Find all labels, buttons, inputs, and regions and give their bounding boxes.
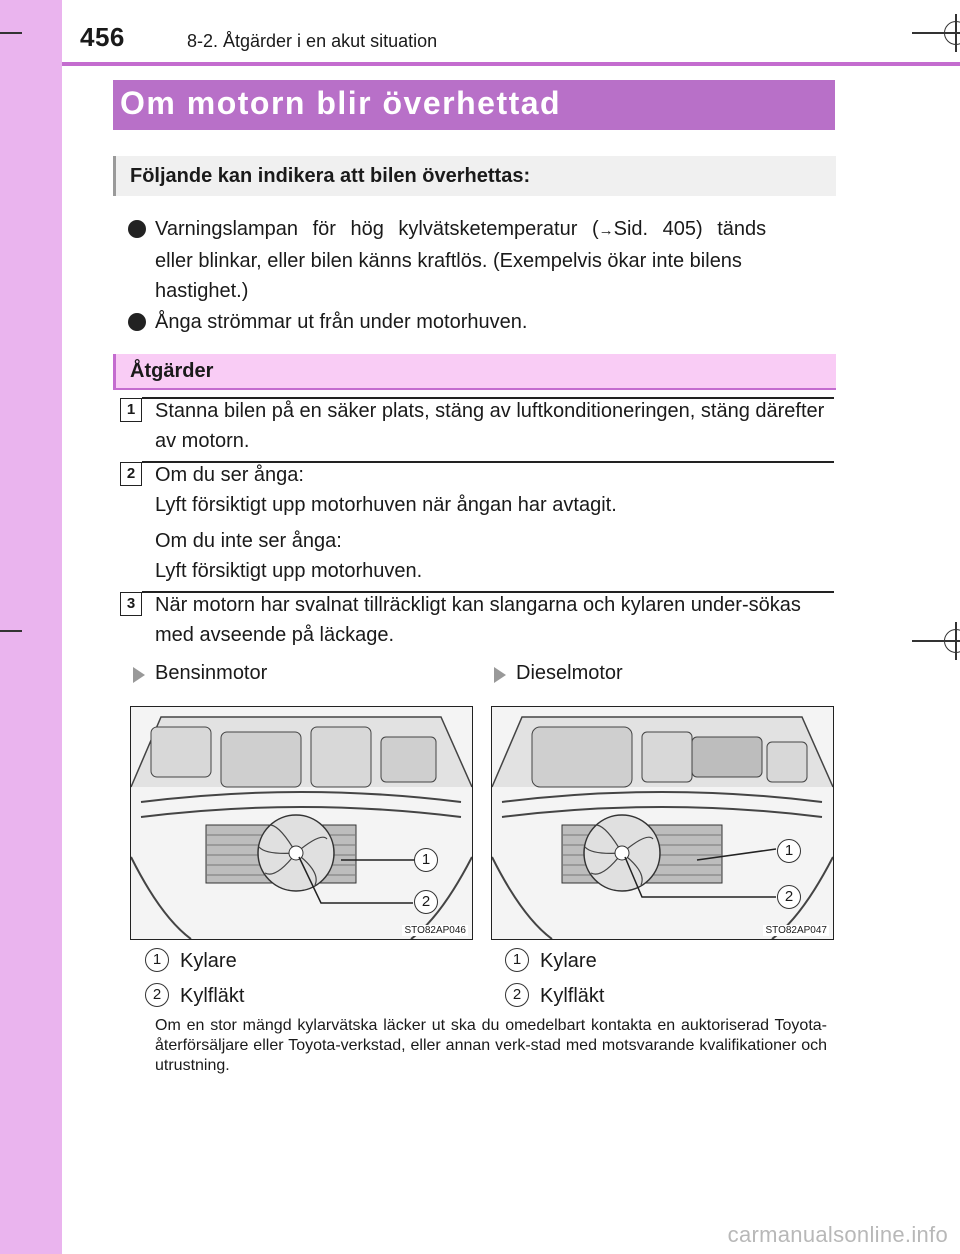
registration-mark-icon (944, 21, 960, 45)
figure-caption: Bensinmotor (155, 662, 268, 684)
legend-label: Kylfläkt (540, 985, 605, 1007)
step-text: När motorn har svalnat tillräckligt kan slangarna och kylaren under-sökas med avseende på läckage. (155, 594, 801, 646)
caption-triangle-icon (494, 667, 506, 683)
engine-figure-petrol (130, 706, 473, 940)
signs-heading: Följande kan indikera att bilen överhettas: (130, 165, 531, 187)
section-title: 8-2. Åtgärder i en akut situation (187, 31, 438, 51)
signs-heading-bar (113, 156, 836, 196)
legend-number: 1 (145, 948, 169, 972)
step-number: 1 (120, 398, 142, 422)
legend-number: 1 (505, 948, 529, 972)
caption-triangle-icon (133, 667, 145, 683)
figure-code: STO82AP046 (404, 925, 466, 936)
legend-number: 2 (145, 983, 169, 1007)
page-title-bar (113, 80, 835, 130)
page-title: Om motorn blir överhettad (120, 85, 562, 121)
callout-number: 1 (777, 839, 801, 863)
figure-caption: Dieselmotor (516, 662, 623, 684)
registration-mark-icon (944, 629, 960, 653)
crop-mark (0, 32, 22, 34)
bullet-icon (128, 313, 146, 331)
callout-number: 1 (414, 848, 438, 872)
watermark: carmanualsonline.info (727, 1222, 948, 1247)
actions-heading: Åtgärder (130, 360, 214, 382)
engine-figure-diesel (491, 706, 834, 940)
sign-item: Ånga strömmar ut från under motorhuven. (155, 311, 528, 333)
legend-label: Kylare (540, 950, 597, 972)
step-number: 2 (120, 462, 142, 486)
crop-mark (0, 630, 22, 632)
step-text: Om du ser ånga: Lyft försiktigt upp motorhuven när ångan har avtagit. Om du inte ser ånga: Lyft försiktigt upp motorhuven. (155, 464, 617, 582)
legend-number: 2 (505, 983, 529, 1007)
page-number: 456 (80, 22, 125, 52)
header-rule (62, 62, 960, 66)
sign-item: Varningslampan för hög kylvätsketemperatur (→Sid. 405) tänds eller blinkar, eller bilen känns kraftlös. (Exempelvis ökar inte bilens hastighet.) (155, 218, 767, 302)
callout-number: 2 (777, 885, 801, 909)
step-number: 3 (120, 592, 142, 616)
actions-heading-bar (113, 354, 836, 390)
figure-code: STO82AP047 (765, 925, 827, 936)
legend-label: Kylfläkt (180, 985, 245, 1007)
arrow-icon: → (598, 222, 614, 239)
callout-number: 2 (414, 890, 438, 914)
bullet-icon (128, 220, 146, 238)
step-text: Stanna bilen på en säker plats, stäng av luftkonditioneringen, stäng därefter av motorn. (155, 400, 825, 452)
chapter-tab-strip (0, 0, 62, 1254)
warning-note: Om en stor mängd kylarvätska läcker ut ska du omedelbart kontakta en auktoriserad Toyota-återförsäljare eller Toyota-verkstad, eller annan verk-stad med motsvarande kvalifikationer och utrustning. (155, 1017, 827, 1074)
legend-label: Kylare (180, 950, 237, 972)
